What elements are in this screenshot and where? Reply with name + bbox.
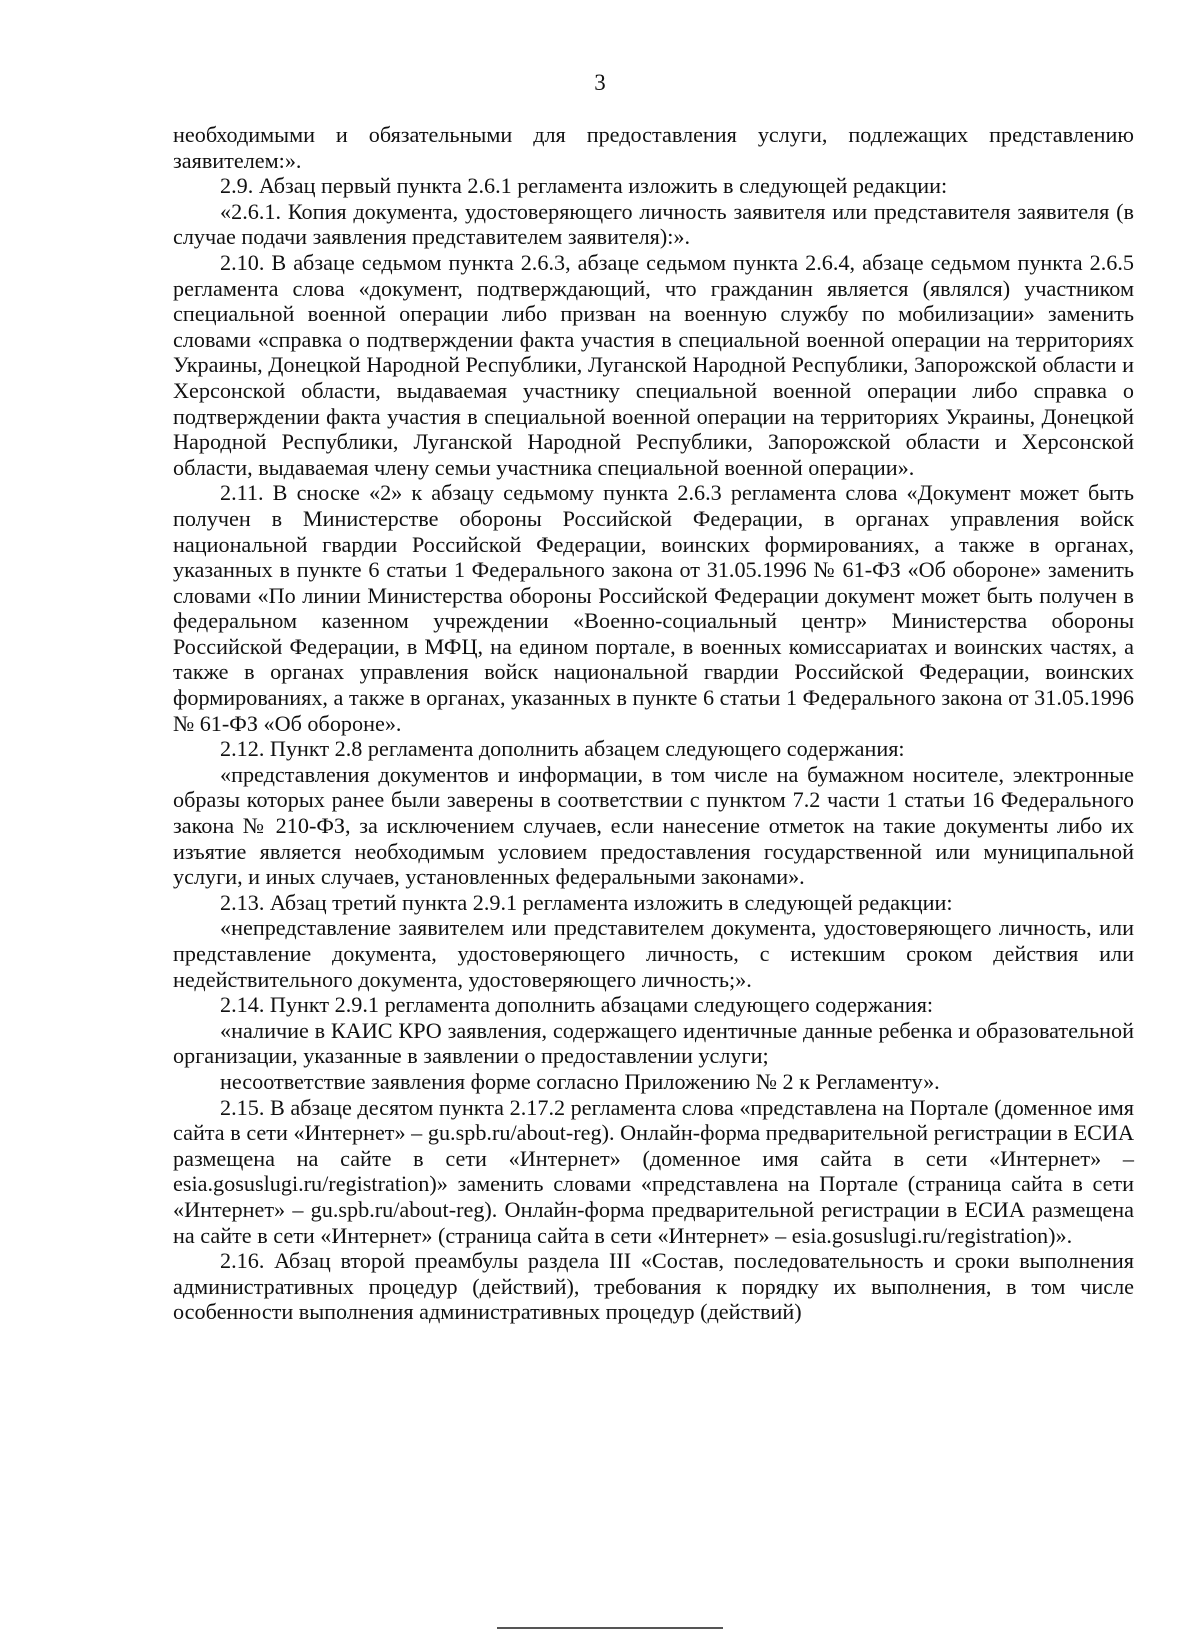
paragraph-2-13: 2.13. Абзац третий пункта 2.9.1 регламента изложить в следующей редакции: xyxy=(220,889,953,915)
paragraph-2-9-quote: «2.6.1. Копия документа, удостоверяющего личность заявителя или представителя заявителя (в случае подачи заявления представителем заявителя):». xyxy=(173,198,1134,250)
paragraph-2-11: 2.11. В сноске «2» к абзацу седьмому пункта 2.6.3 регламента слова «Документ может быть получен в Министерстве обороны Российской Федерации, в органах управления войск национальной гвардии Российской Федерации, воинских формированиях, а также в органах, указанных в пункте 6 статьи 1 Федерального закона от 31.05.1996 № 61-ФЗ «Об обороне» заменить словами «По линии Министерства обороны Российской Федерации документ может быть получен в федеральном казенном учреждении «Военно-социальный центр» Министерства обороны Российской Федерации, в МФЦ, на едином портале, в военных комиссариатах и воинских частях, а также в органах управления войск национальной гвардии Российской Федерации, воинских формированиях, а также в органах, указанных в пункте 6 статьи 1 Федерального закона от 31.05.1996 № 61-ФЗ «Об обороне». xyxy=(173,480,1134,736)
paragraph-2-16: 2.16. Абзац второй преамбулы раздела III «Состав, последовательность и сроки выполнения административных процедур (действий), требования к порядку их выполнения, в том числе особенности выполнения административных процедур (действий) xyxy=(173,1248,1134,1325)
paragraph-2-14: 2.14. Пункт 2.9.1 регламента дополнить абзацами следующего содержания: xyxy=(220,992,934,1018)
paragraph-2-13-quote: «непредставление заявителем или представителем документа, удостоверяющего личность, или представление документа, удостоверяющего личность, с истекшим сроком действия или недействительного документа, удостоверяющего личность;». xyxy=(173,915,1134,992)
paragraph-continuation: необходимыми и обязательными для предоставления услуги, подлежащих представлению заявителем:». xyxy=(173,122,1134,173)
paragraph-2-12: 2.12. Пункт 2.8 регламента дополнить абзацем следующего содержания: xyxy=(220,736,905,762)
paragraph-2-12-quote: «представления документов и информации, в том числе на бумажном носителе, электронные образы которых ранее были заверены в соответствии с пунктом 7.2 части 1 статьи 16 Федерального закона № 210-ФЗ, за исключением случаев, если нанесение отметок на такие документы либо их изъятие является необходимым условием предоставления государственной или муниципальной услуги, и иных случаев, установленных федеральными законами». xyxy=(173,761,1134,890)
paragraph-2-14-quote-2: несоответствие заявления форме согласно Приложению № 2 к Регламенту». xyxy=(220,1068,940,1094)
paragraph-2-14-quote-1: «наличие в КАИС КРО заявления, содержащего идентичные данные ребенка и образовательной организации, указанные в заявлении о предоставлении услуги; xyxy=(173,1017,1134,1069)
bottom-divider xyxy=(497,1627,723,1629)
page-number: 3 xyxy=(594,70,606,95)
paragraph-2-15: 2.15. В абзаце десятом пункта 2.17.2 регламента слова «представлена на Портале (доменное имя сайта в сети «Интернет» – gu.spb.ru/about-reg). Онлайн-форма предварительной регистрации в ЕСИА размещена на сайте в сети «Интернет» (доменное имя сайта в сети «Интернет» – esia.gosuslugi.ru/registration)» заменить словами «представлена на Портале (страница сайта в сети «Интернет» – gu.spb.ru/about-reg). Онлайн-форма предварительной регистрации в ЕСИА размещена на сайте в сети «Интернет» (страница сайта в сети «Интернет» – esia.gosuslugi.ru/registration)». xyxy=(173,1094,1134,1248)
paragraph-2-10: 2.10. В абзаце седьмом пункта 2.6.3, абзаце седьмом пункта 2.6.4, абзаце седьмом пункта 2.6.5 регламента слова «документ, подтверждающий, что гражданин является (являлся) участником специальной военной операции либо призван на военную службу по мобилизации» заменить словами «справка о подтверждении факта участия в специальной военной операции на территориях Украины, Донецкой Народной Республики, Луганской Народной Республики, Запорожской области и Херсонской области, выдаваемая участнику специальной военной операции либо справка о подтверждении факта участия в специальной военной операции на территориях Украины, Донецкой Народной Республики, Луганской Народной Республики, Запорожской области и Херсонской области, выдаваемая члену семьи участника специальной военной операции». xyxy=(173,249,1134,480)
paragraph-2-9: 2.9. Абзац первый пункта 2.6.1 регламента изложить в следующей редакции: xyxy=(220,173,948,199)
document-body xyxy=(173,122,1134,1325)
